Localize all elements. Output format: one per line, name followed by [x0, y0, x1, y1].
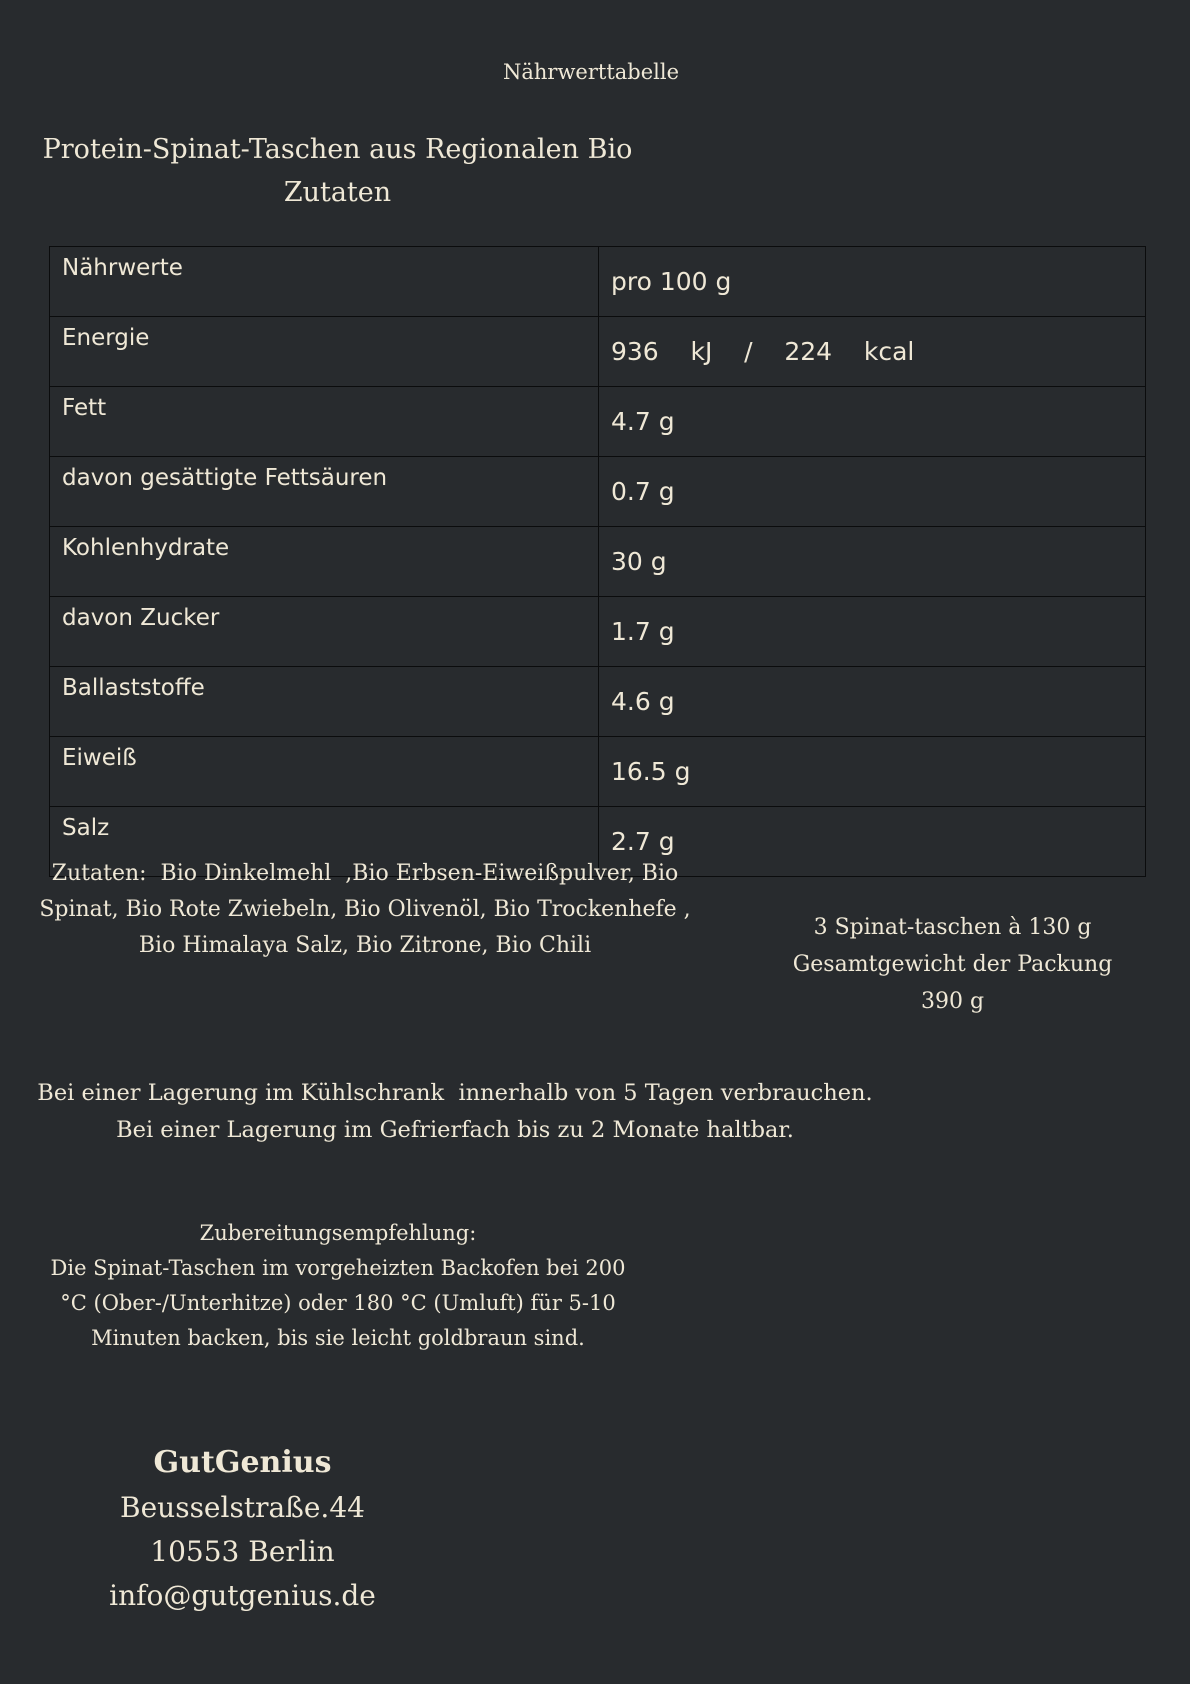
company-address — [60, 1440, 425, 1618]
header-label-cell: Nährwerte — [50, 247, 599, 317]
storage-instructions — [20, 1075, 890, 1149]
nutrition-table — [49, 246, 1146, 877]
package-line-2: Gesamtgewicht der Packung — [792, 952, 1113, 977]
nutrient-value: 4.7 g — [599, 387, 1146, 457]
company-email: info@gutgenius.de — [109, 1579, 376, 1612]
preparation-line-2: °C (Ober-/Unterhitze) oder 180 °C (Umluft) für 5-10 — [60, 1291, 616, 1315]
ingredients-line-2: Spinat, Bio Rote Zwiebeln, Bio Olivenöl, Bio Trockenhefe , — [39, 897, 691, 922]
nutrient-value: 0.7 g — [599, 457, 1146, 527]
nutrient-label: Ballaststoffe — [50, 667, 599, 737]
preparation-title: Zubereitungsempfehlung: — [199, 1221, 477, 1245]
ingredients-line-1: Zutaten: Bio Dinkelmehl ,Bio Erbsen-Eiweißpulver, Bio — [51, 861, 679, 886]
nutrient-label: davon Zucker — [50, 597, 599, 667]
table-row — [50, 317, 1146, 387]
nutrient-value: 1.7 g — [599, 597, 1146, 667]
product-title — [40, 128, 635, 214]
nutrient-value: 16.5 g — [599, 737, 1146, 807]
preparation-line-1: Die Spinat-Taschen im vorgeheizten Backofen bei 200 — [50, 1256, 626, 1280]
nutrient-label: Kohlenhydrate — [50, 527, 599, 597]
preparation-instructions — [28, 1216, 648, 1356]
company-street: Beusselstraße.44 — [120, 1491, 365, 1524]
nutrient-label: Salz — [50, 807, 599, 877]
preparation-line-3: Minuten backen, bis sie leicht goldbraun sind. — [91, 1326, 585, 1350]
nutrient-value: 2.7 g — [599, 807, 1146, 877]
table-row — [50, 457, 1146, 527]
company-name: GutGenius — [153, 1445, 332, 1480]
nutrient-label: Fett — [50, 387, 599, 457]
storage-line-1: Bei einer Lagerung im Kühlschrank innerhalb von 5 Tagen verbrauchen. — [37, 1080, 873, 1106]
nutrient-value: 4.6 g — [599, 667, 1146, 737]
ingredients-text — [20, 856, 710, 964]
table-row — [50, 387, 1146, 457]
storage-line-2: Bei einer Lagerung im Gefrierfach bis zu 2 Monate haltbar. — [116, 1117, 794, 1143]
table-row — [50, 737, 1146, 807]
company-city: 10553 Berlin — [150, 1535, 335, 1568]
document-heading: Nährwerttabelle — [502, 60, 680, 84]
nutrient-value: 936 kJ / 224 kcal — [599, 317, 1146, 387]
table-row — [50, 667, 1146, 737]
table-header-row — [50, 247, 1146, 317]
ingredients-line-3: Bio Himalaya Salz, Bio Zitrone, Bio Chili — [138, 933, 592, 958]
product-title-line-1: Protein-Spinat-Taschen aus Regionalen Bio — [42, 134, 633, 165]
package-line-3: 390 g — [920, 989, 985, 1014]
table-row — [50, 597, 1146, 667]
nutrient-label: Eiweiß — [50, 737, 599, 807]
table-row — [50, 527, 1146, 597]
nutrient-label: Energie — [50, 317, 599, 387]
package-line-1: 3 Spinat-taschen à 130 g — [813, 915, 1092, 940]
nutrient-value: 30 g — [599, 527, 1146, 597]
package-info — [780, 909, 1125, 1020]
header-value-cell: pro 100 g — [599, 247, 1146, 317]
product-title-line-2: Zutaten — [283, 177, 392, 208]
nutrient-label: davon gesättigte Fettsäuren — [50, 457, 599, 527]
